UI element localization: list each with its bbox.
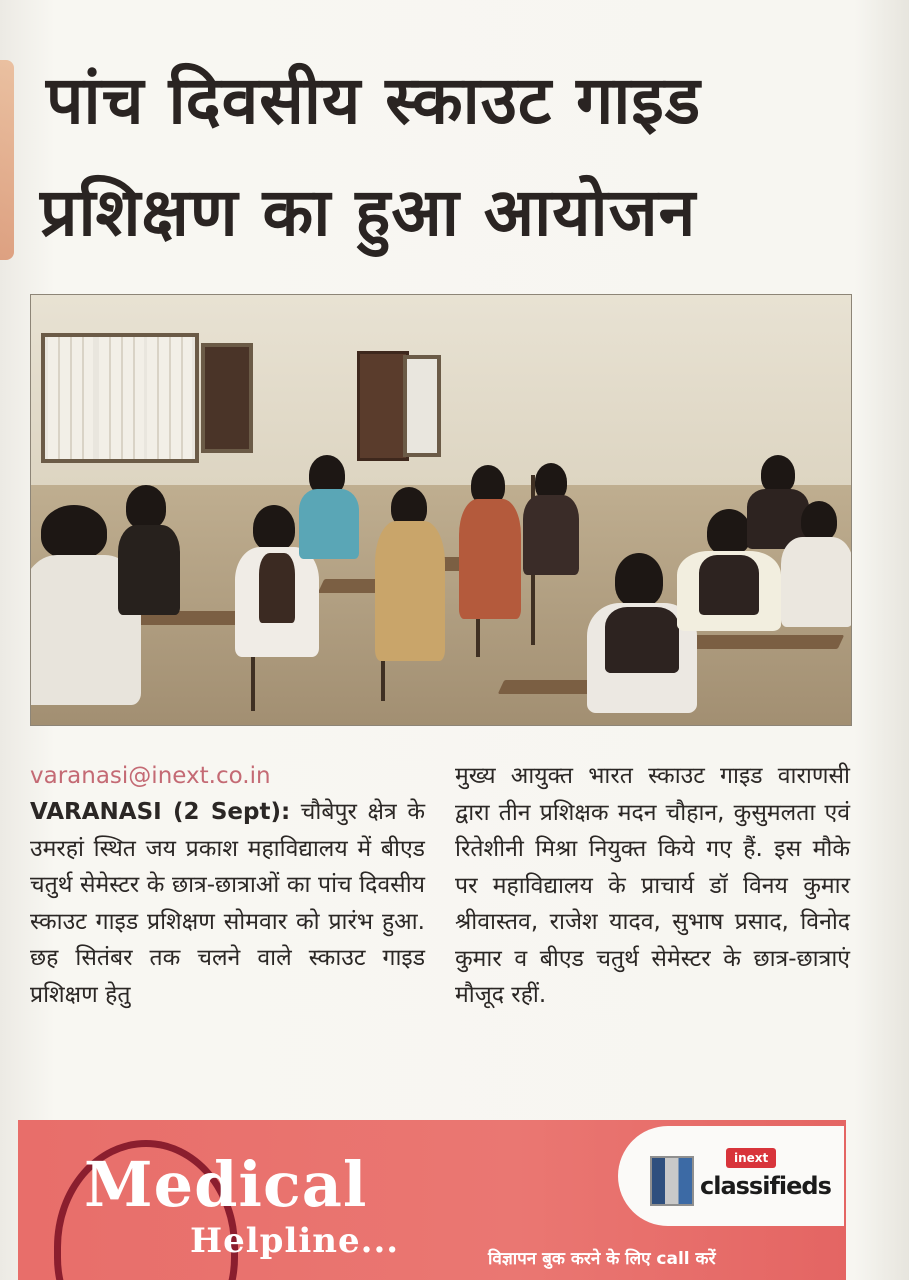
ad-medical-text: Medical xyxy=(84,1148,368,1221)
photo-shutter xyxy=(201,343,253,453)
ad-helpline-text: Helpline... xyxy=(190,1221,400,1261)
article-column-1-text: चौबेपुर क्षेत्र के उमरहां स्थित जय प्रकाश महाविद्यालय में बीएड चतुर्थ सेमेस्टर के छात्र-छात्राओं का पांच दिवसीय स्काउट गाइड प्रशिक्षण सोमवार को प्रारंभ हुआ. छह सितंबर तक चलने वाले स्काउट गाइड प्रशिक्षण हेतु xyxy=(30,799,426,1008)
photo-desk xyxy=(688,635,845,649)
page-edge-decoration xyxy=(0,60,14,260)
headline-line-2: प्रशिक्षण का हुआ आयोजन xyxy=(40,174,697,251)
classifieds-logo: classifieds xyxy=(700,1172,831,1200)
article-dateline: VARANASI (2 Sept): xyxy=(30,799,291,825)
article-body xyxy=(30,758,860,1088)
classroom-photo xyxy=(30,294,852,726)
photo-door xyxy=(357,351,409,461)
building-icon xyxy=(650,1156,694,1206)
article-email: varanasi@inext.co.in xyxy=(30,763,271,789)
photo-window-left xyxy=(41,333,199,463)
article-column-right: मुख्य आयुक्त भारत स्काउट गाइड वाराणसी द्वारा तीन प्रशिक्षक मदन चौहान, कुसुमलता एवं रितेशीनी मिश्रा नियुक्त किये गए हैं. इस मौके पर महाविद्यालय के प्राचार्य डॉ विनय कुमार श्रीवास्तव, राजेश यादव, सुभाष प्रसाद, विनोद कुमार व बीएड चतुर्थ सेमेस्टर के छात्र-छात्राएं मौजूद रहीं. xyxy=(455,763,850,1008)
article-column-left xyxy=(30,758,425,1013)
ad-call-to-action: विज्ञापन बुक करने के लिए call करें xyxy=(488,1249,716,1269)
photo-door-window xyxy=(403,355,441,457)
inext-brand-logo: inext xyxy=(726,1148,776,1168)
medical-helpline-ad xyxy=(18,1120,846,1280)
headline-line-1: पांच दिवसीय स्काउट गाइड xyxy=(46,62,702,139)
